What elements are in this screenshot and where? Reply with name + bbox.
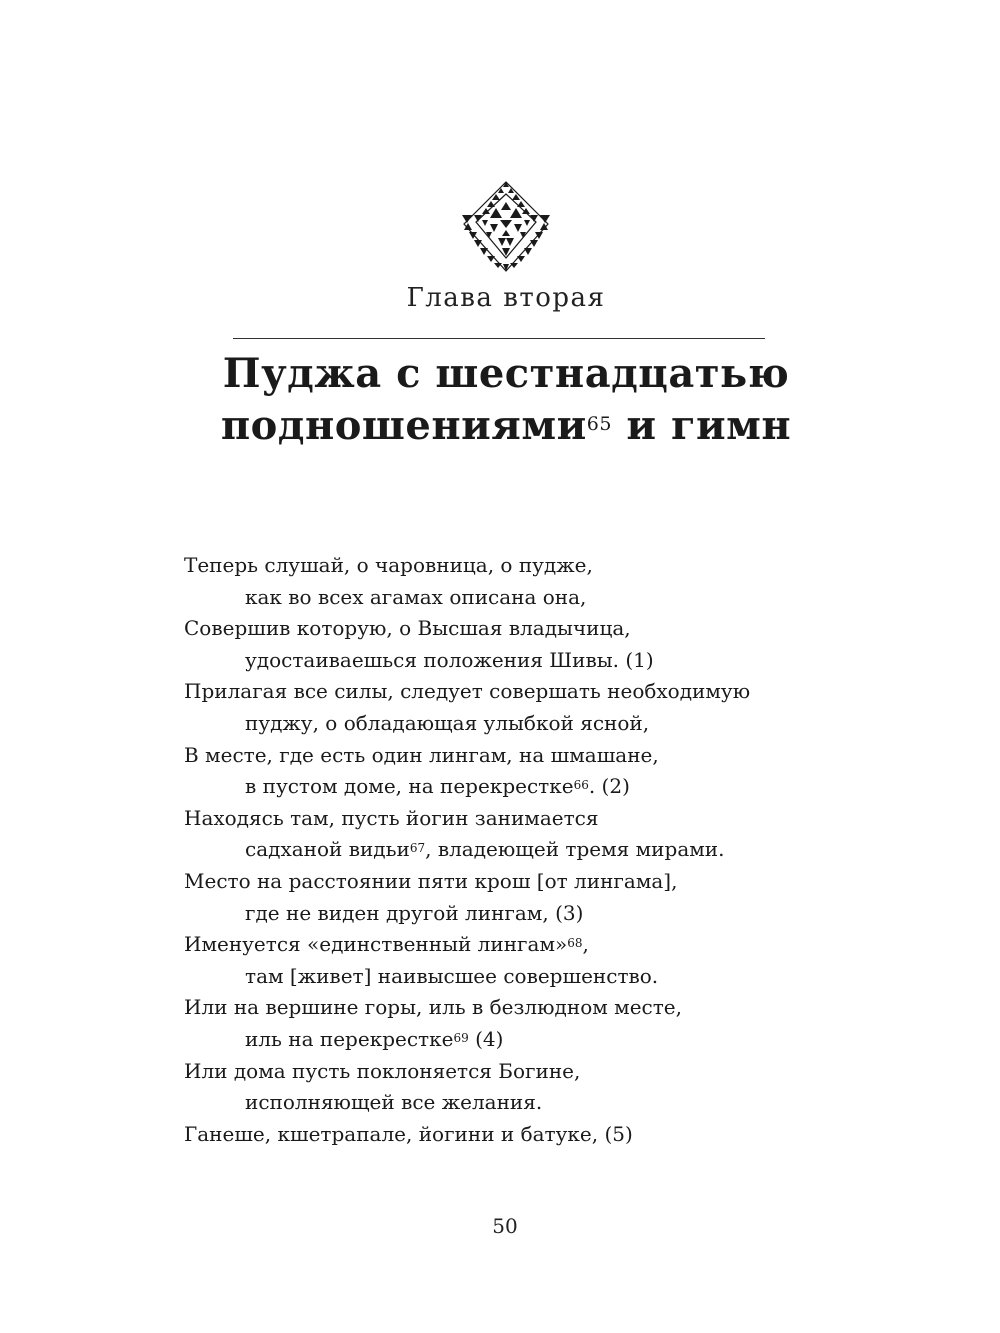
sri-yantra-ornament xyxy=(460,180,552,272)
verse-line xyxy=(184,961,864,993)
verse-line xyxy=(184,1087,864,1119)
verse-text: как во всех агамах описана она, xyxy=(245,584,587,609)
verse-line xyxy=(184,1119,864,1151)
verse-line xyxy=(184,771,864,803)
verse-line xyxy=(184,929,864,961)
verse-text: иль на перекрестке xyxy=(245,1026,454,1051)
verse-line xyxy=(184,613,864,645)
title-divider xyxy=(233,338,765,339)
verse-line xyxy=(184,1024,864,1056)
verse-line xyxy=(184,582,864,614)
verse-line xyxy=(184,1056,864,1088)
verse-text: в пустом доме, на перекрестке xyxy=(245,774,574,799)
verse-text: где не виден другой лингам, (3) xyxy=(245,900,584,925)
verse-line xyxy=(184,645,864,677)
chapter-title xyxy=(0,348,1000,452)
verse-text: садханой видьи xyxy=(245,837,410,862)
verse-tail: , xyxy=(582,932,589,957)
verse-tail: . (2) xyxy=(588,774,630,799)
verse-line xyxy=(184,866,864,898)
verse-text: Место на расстоянии пяти крош [от лингама], xyxy=(184,868,678,893)
chapter-title-line-2 xyxy=(0,400,1000,452)
verse-line xyxy=(184,708,864,740)
verse-line xyxy=(184,550,864,582)
verse-text: Именуется «единственный лингам» xyxy=(184,932,568,957)
verse-tail: , владеющей тремя мирами. xyxy=(425,837,725,862)
verse-line xyxy=(184,992,864,1024)
page-number: 50 xyxy=(492,1214,518,1238)
chapter-title-line-2-tail: и гимн xyxy=(611,402,792,449)
footnote-ref: 65 xyxy=(586,413,612,435)
verse-line xyxy=(184,834,864,866)
verse-text: исполняющей все желания. xyxy=(245,1090,543,1115)
verse-text: В месте, где есть один лингам, на шмашане, xyxy=(184,742,659,767)
verse-line xyxy=(184,740,864,772)
verse-text: Ганеше, кшетрапале, йогини и батуке, (5) xyxy=(184,1121,633,1146)
verse-text: удостаиваешься положения Шивы. (1) xyxy=(245,647,654,672)
verse-line xyxy=(184,676,864,708)
footnote-ref: 69 xyxy=(453,1030,469,1045)
verse-text: Или на вершине горы, иль в безлюдном месте, xyxy=(184,995,682,1020)
footnote-ref: 66 xyxy=(573,778,589,793)
verse-text: Прилагая все силы, следует совершать необходимую xyxy=(184,679,751,704)
chapter-title-line-2-text: подношениями xyxy=(220,402,587,449)
verse-tail: (4) xyxy=(468,1026,504,1051)
footnote-ref: 68 xyxy=(567,936,583,951)
verse-text: Совершив которую, о Высшая владычица, xyxy=(184,616,631,641)
verse-block xyxy=(184,550,864,1150)
verse-line xyxy=(184,898,864,930)
verse-line xyxy=(184,803,864,835)
footnote-ref: 67 xyxy=(409,841,426,856)
chapter-title-line-1: Пуджа с шестнадцатью xyxy=(222,350,790,397)
verse-text: Или дома пусть поклоняется Богине, xyxy=(184,1058,581,1083)
verse-text: Находясь там, пусть йогин занимается xyxy=(184,805,599,830)
chapter-label: Глава вторая xyxy=(406,283,606,313)
verse-text: Теперь слушай, о чаровница, о пудже, xyxy=(184,553,593,577)
verse-text: пуджу, о обладающая улыбкой ясной, xyxy=(245,710,650,735)
verse-text: там [живет] наивысшее совершенство. xyxy=(245,963,659,988)
